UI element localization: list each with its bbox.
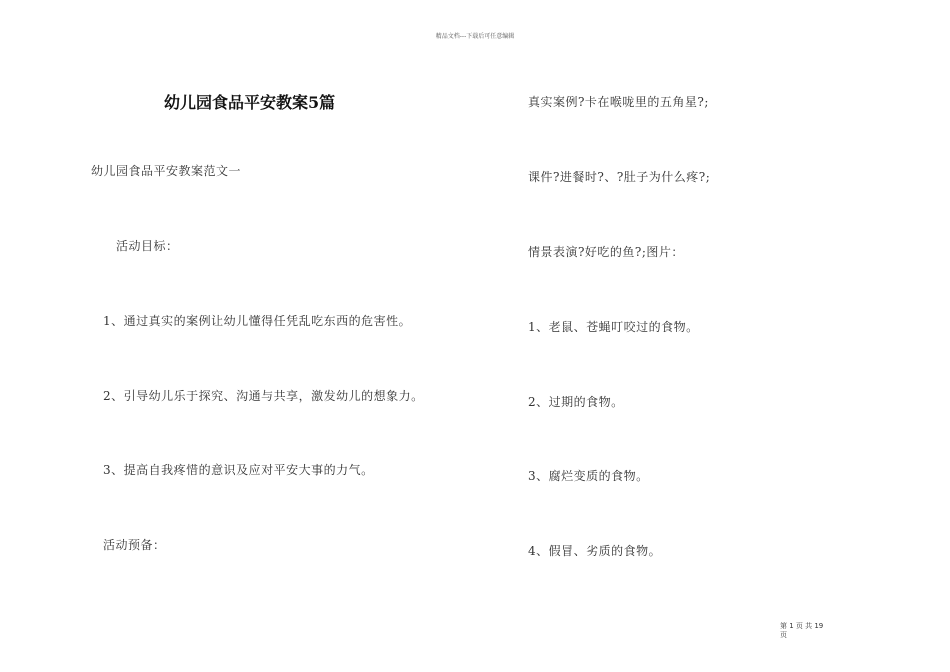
right-line-item-4: 4、假冒、劣质的食物。	[528, 544, 662, 558]
left-line-activity-goals: 活动目标：	[116, 239, 179, 253]
left-line-goal-3: 3、提高自我疼惜的意识及应对平安大事的力气。	[103, 463, 374, 477]
left-line-subtitle: 幼儿园食品平安教案范文一	[91, 164, 242, 178]
right-line-courseware: 课件?进餐时?、?肚子为什么疼?;	[528, 170, 711, 184]
left-line-goal-2: 2、引导幼儿乐于探究、沟通与共享，激发幼儿的想象力。	[103, 389, 424, 403]
left-line-activity-prep: 活动预备：	[103, 538, 166, 552]
left-line-goal-1: 1、通过真实的案例让幼儿懂得任凭乱吃东西的危害性。	[103, 314, 412, 328]
page-footer: 第 1 页 共 19 页	[780, 622, 824, 639]
document-title: 幼儿园食品平安教案5篇	[164, 93, 336, 112]
right-line-case: 真实案例?卡在喉咙里的五角星?;	[528, 95, 709, 109]
right-line-item-1: 1、老鼠、苍蝇叮咬过的食物。	[528, 320, 699, 334]
page-header: 精品文档---下载后可任意编辑	[435, 33, 515, 40]
right-line-item-3: 3、腐烂变质的食物。	[528, 469, 649, 483]
right-line-item-2: 2、过期的食物。	[528, 395, 624, 409]
right-line-performance: 情景表演?好吃的鱼?;图片：	[528, 245, 684, 259]
